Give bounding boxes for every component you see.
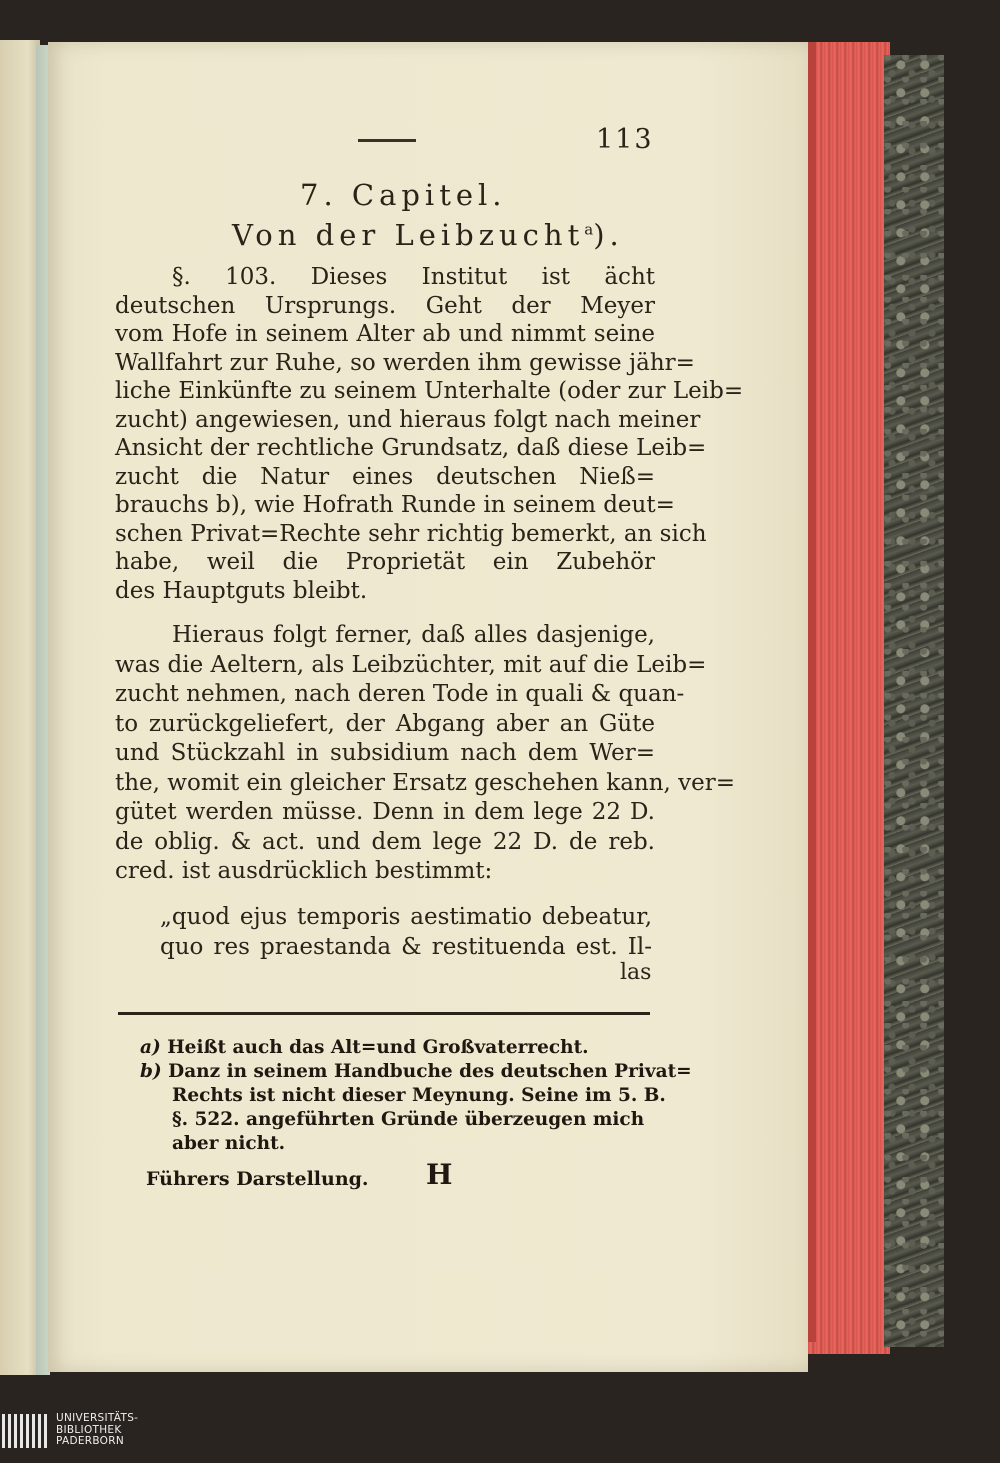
quote-line: „quod ejus temporis aestimatio debeatur, (160, 904, 652, 930)
logo-line: UNIVERSITÄTS- (56, 1412, 139, 1424)
body-line: schen Privat=Rechte sehr richtig bemerkt, an sich (115, 520, 707, 547)
chapter-heading: 7. Capitel. (300, 178, 507, 212)
body-line: deutschen Ursprungs. Geht der Meyer (115, 292, 655, 319)
footnote-b-line: Rechts ist nicht dieser Meynung. Seine im 5. B. (172, 1085, 666, 1106)
signature-line: Führers Darstellung. (146, 1168, 369, 1190)
body-line: Wallfahrt zur Ruhe, so werden ihm gewisse jähr= (115, 349, 695, 376)
header-rule (358, 139, 416, 142)
body-line: §. 103. Dieses Institut ist ächt (172, 264, 655, 290)
footnote-rule (118, 1012, 650, 1015)
body-line: habe, weil die Proprietät ein Zubehör (115, 549, 655, 575)
body-line: cred. ist ausdrücklich bestimmt: (115, 858, 493, 884)
logo-line: BIBLIOTHEK (56, 1423, 122, 1436)
body-line: zucht die Natur eines deutschen Nieß= (115, 463, 655, 490)
facing-page-edge (0, 40, 40, 1375)
body-line: des Hauptguts bleibt. (115, 577, 368, 604)
footnote-text: Heißt auch das Alt=und Großvaterrecht. (167, 1037, 589, 1058)
footnote-text: Danz in seinem Handbuche des deutschen Privat= (168, 1061, 692, 1082)
catchword: las (620, 960, 652, 985)
page-number: 113 (596, 124, 654, 155)
footnote-b-line: aber nicht. (172, 1133, 286, 1154)
footnote-mark: a) (140, 1037, 161, 1058)
body-line: was die Aeltern, als Leibzüchter, mit auf die Leib= (115, 651, 707, 678)
chapter-title-end: ). (593, 218, 624, 252)
footnote-b-line: §. 522. angeführten Gründe überzeugen mich (172, 1109, 645, 1130)
body-line: liche Einkünfte zu seinem Unterhalte (oder zur Leib= (115, 378, 744, 404)
body-line: zucht nehmen, nach deren Tode in quali & quan- (115, 681, 685, 707)
body-line: vom Hofe in seinem Alter ab und nimmt seine (115, 321, 655, 347)
chapter-title (232, 218, 624, 252)
signature-mark: H (426, 1158, 453, 1191)
quote-line: quo res praestanda & restituenda est. Il- (160, 934, 652, 960)
body-line: the, womit ein gleicher Ersatz geschehen kann, ver= (115, 769, 736, 796)
footnote-mark: b) (140, 1061, 162, 1082)
body-line: de oblig. & act. und dem lege 22 D. de reb. (115, 828, 655, 855)
body-line: brauchs b), wie Hofrath Runde in seinem deut= (115, 492, 675, 518)
body-line: Ansicht der rechtliche Grundsatz, daß diese Leib= (115, 435, 707, 461)
marbled-cover (884, 55, 944, 1347)
library-logo (0, 1412, 160, 1452)
footnote-a (140, 1036, 589, 1060)
body-line: to zurückgeliefert, der Abgang aber an Güte (115, 710, 655, 737)
body-line: Hieraus folgt ferner, daß alles dasjenige, (172, 622, 655, 648)
body-line: gütet werden müsse. Denn in dem lege 22 D. (115, 799, 655, 825)
chapter-title-note-mark: a (584, 220, 594, 239)
logo-line: PADERBORN (56, 1435, 124, 1447)
footnote-b (140, 1060, 692, 1084)
body-line: und Stückzahl in subsidium nach dem Wer= (115, 740, 655, 766)
chapter-title-text: Von der Leibzucht (232, 218, 585, 252)
body-line: zucht) angewiesen, und hieraus folgt nach meiner (115, 406, 701, 433)
logo-text (56, 1413, 138, 1448)
